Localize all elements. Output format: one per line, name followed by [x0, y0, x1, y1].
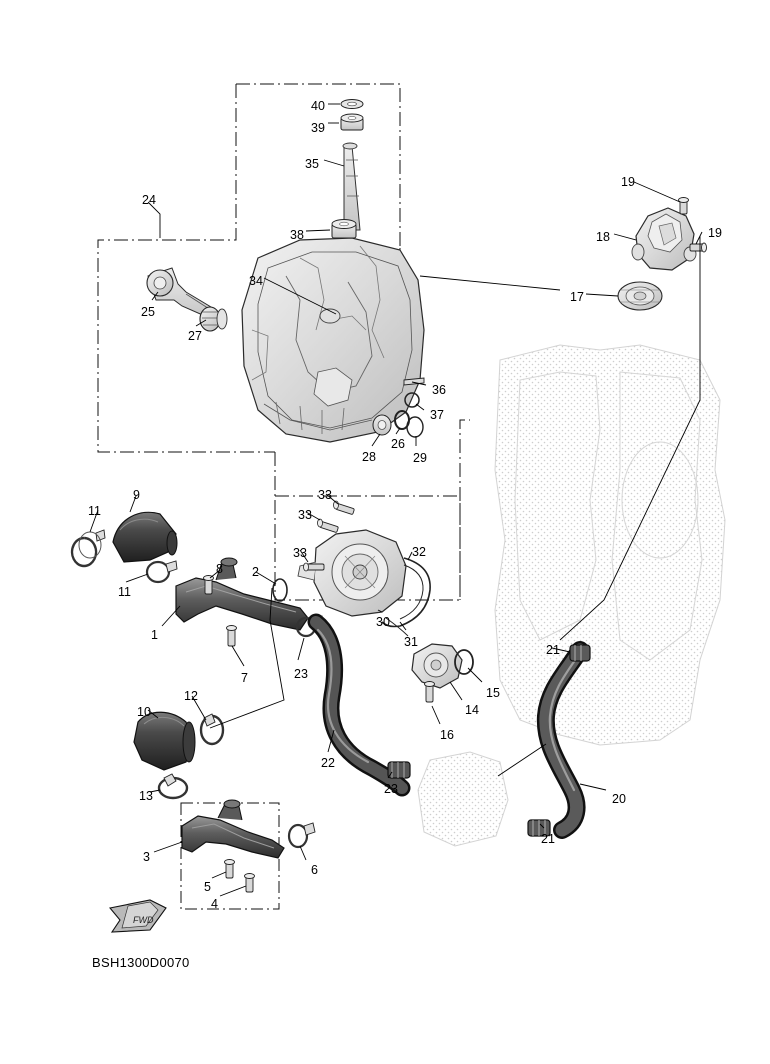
callout-number: 23: [384, 782, 398, 796]
part-23-clamp-lower: [388, 762, 410, 778]
callout-number: 10: [137, 705, 151, 719]
callout-number: 7: [241, 671, 248, 685]
part-12-clamp: [201, 714, 223, 744]
callout-number: 15: [486, 686, 500, 700]
part-5-bolt: [225, 860, 235, 879]
callout-number: 20: [612, 792, 626, 806]
callout-number: 38: [290, 228, 304, 242]
callout-number: 19: [708, 226, 722, 240]
part-16-bolt: [425, 682, 435, 703]
callout-number: 31: [404, 635, 418, 649]
part-7-bolt: [227, 626, 237, 647]
callout-number: 4: [211, 897, 218, 911]
callout-number: 27: [188, 329, 202, 343]
callout-number: 22: [321, 756, 335, 770]
part-24-case-assembly: [242, 238, 424, 442]
callout-number: 8: [216, 562, 223, 576]
part-6-clamp: [289, 823, 315, 847]
callout-number: 24: [142, 193, 156, 207]
callout-number: 11: [88, 504, 101, 518]
callout-number: 21: [546, 643, 560, 657]
part-9-hose: [113, 512, 177, 562]
part-28-plug: [373, 415, 391, 435]
callout-number: 11: [118, 585, 131, 599]
callout-number: 16: [440, 728, 454, 742]
callout-number: 39: [311, 121, 325, 135]
part-11-clamp-upper: [72, 530, 105, 566]
fwd-arrow-label: FWD: [133, 915, 154, 925]
part-30-water-pump-housing: [298, 530, 406, 616]
part-1-water-pipe: [176, 558, 308, 630]
callout-number: 28: [362, 450, 376, 464]
part-38-bearing: [332, 220, 356, 239]
callout-number: 5: [204, 880, 211, 894]
part-code-label: BSH1300D0070: [92, 955, 190, 970]
callout-number: 6: [311, 863, 318, 877]
callout-number: 9: [133, 488, 140, 502]
callout-number: 33: [318, 488, 332, 502]
callout-number: 34: [249, 274, 263, 288]
part-18-thermostat-housing: [632, 208, 696, 270]
callout-number: 30: [376, 615, 390, 629]
callout-number: 18: [596, 230, 610, 244]
callout-number: 37: [430, 408, 444, 422]
callout-number: 1: [151, 628, 158, 642]
callout-number: 3: [143, 850, 150, 864]
callout-number: 12: [184, 689, 198, 703]
callout-number: 40: [311, 99, 325, 113]
part-19-bolt-upper: [679, 198, 689, 215]
callout-number: 19: [621, 175, 635, 189]
callout-number: 33: [298, 508, 312, 522]
callout-number: 29: [413, 451, 427, 465]
part-29-oring: [407, 417, 423, 437]
part-13-clamp: [159, 774, 187, 798]
part-17-thermostat: [618, 282, 662, 310]
part-39-bearing: [341, 114, 363, 130]
part-10-hose: [134, 712, 195, 770]
callout-number: 21: [541, 832, 555, 846]
callout-number: 32: [412, 545, 426, 559]
callout-number: 17: [570, 290, 584, 304]
part-27-gear: [200, 307, 227, 331]
part-19-bolt-lower: [690, 243, 707, 252]
part-21-clamp-upper: [570, 645, 590, 661]
part-11-clamp-lower: [147, 561, 177, 582]
part-3-water-pipe: [182, 800, 284, 858]
part-40-washer: [341, 100, 363, 109]
callout-number: 14: [465, 703, 479, 717]
callout-number: 26: [391, 437, 405, 451]
callout-number: 25: [141, 305, 155, 319]
part-4-bolt: [245, 874, 255, 893]
callout-number: 23: [294, 667, 308, 681]
callout-number: 33: [293, 546, 307, 560]
callout-number: 2: [252, 565, 259, 579]
part-14-outlet-joint: [412, 644, 462, 688]
callout-number: 13: [139, 789, 153, 803]
part-8-bolt: [204, 576, 214, 595]
callout-number: 36: [432, 383, 446, 397]
callout-number: 35: [305, 157, 319, 171]
part-35-shaft: [343, 143, 360, 230]
